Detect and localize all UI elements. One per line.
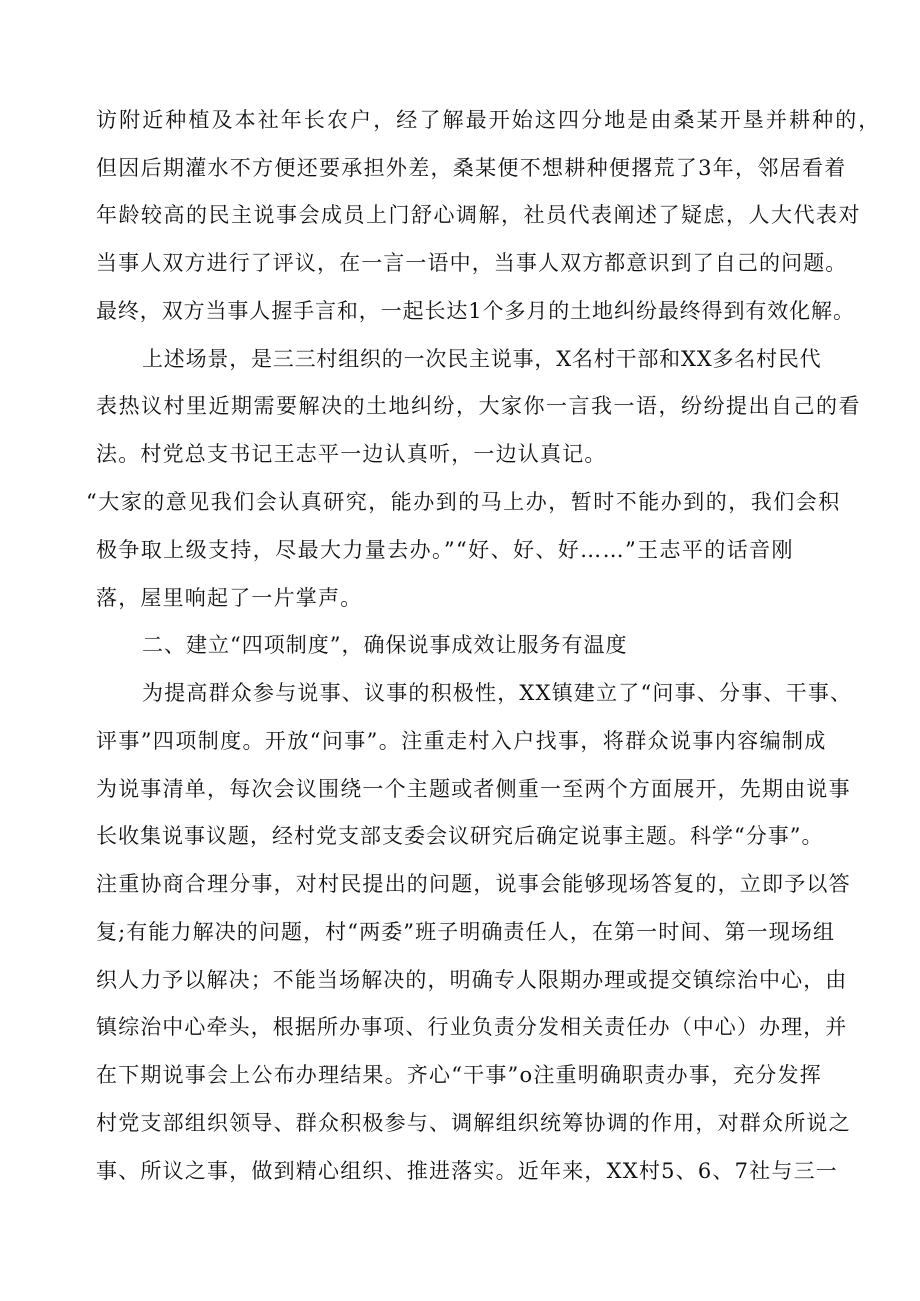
body-text-line: 在下期说事会上公布办理结果。齐心“干事”o注重明确职责办事，充分发挥 [96,1063,822,1087]
body-text-line: 事、所议之事，做到精心组织、推进落实。近年来，XX村5、6、7社与三一 [96,1159,838,1183]
body-text-line: 但因后期灌水不方便还要承担外差，桑某便不想耕种便撂荒了3年，邻居看着 [96,156,847,180]
body-text-line: 落，屋里响起了一片掌声。 [96,586,363,610]
body-text-line: 上述场景，是三三村组织的一次民主说事，X名村干部和XX多名村民代 [142,347,822,371]
body-text-line: 长收集说事议题，经村党支部支委会议研究后确定说事主题。科学“分事”。 [96,824,824,848]
section-heading: 二、建立“四项制度”，确保说事成效让服务有温度 [142,633,628,657]
body-text-line: 年龄较高的民主说事会成员上门舒心调解，社员代表阐述了疑虑，人大代表对 [96,203,861,227]
body-text-line: 复;有能力解决的问题，村“两委”班子明确责任人，在第一时间、第一现场组 [96,920,836,944]
body-text-line: 注重协商合理分事，对村民提出的问题，说事会能够现场答复的，立即予以答 [96,872,851,896]
body-text-line: 评事”四项制度。开放“问事”。注重走村入户找事，将群众说事内容编制成 [96,729,827,753]
body-text-line: 为提高群众参与说事、议事的积极性，XX镇建立了“问事、分事、干事、 [142,681,853,705]
body-text-line: 表热议村里近期需要解决的土地纠纷，大家你一言我一语，纷纷提出自己的看 [96,394,861,418]
body-text-line: 织人力予以解决；不能当场解决的，明确专人限期办理或提交镇综治中心，由 [96,968,848,992]
body-text-line: 最终，双方当事人握手言和，一起长达1个多月的土地纠纷最终得到有效化解。 [96,299,855,323]
body-text-line: 极争取上级支持，尽最大力量去办。”“好、好、好……”王志平的话音刚 [96,538,794,562]
body-text-line: 当事人双方进行了评议，在一言一语中，当事人双方都意识到了自己的问题。 [96,251,848,275]
body-text-line: 法。村党总支书记王志平一边认真听，一边认真记。 [96,442,607,466]
body-text-line: 为说事清单，每次会议围绕一个主题或者侧重一至两个方面展开，先期由说事 [96,777,851,801]
body-text-line: 村党支部组织领导、群众积极参与、调解组织统筹协调的作用，对群众所说之 [96,1111,851,1135]
body-text-line: 访附近种植及本社年长农户，经了解最开始这四分地是由桑某开垦并耕种的， [96,108,882,132]
body-text-line: “大家的意见我们会认真研究，能办到的马上办，暂时不能办到的，我们会积 [86,490,841,514]
body-text-line: 镇综治中心牵头，根据所办事项、行业负责分发相关责任办（中心）办理，并 [96,1015,848,1039]
